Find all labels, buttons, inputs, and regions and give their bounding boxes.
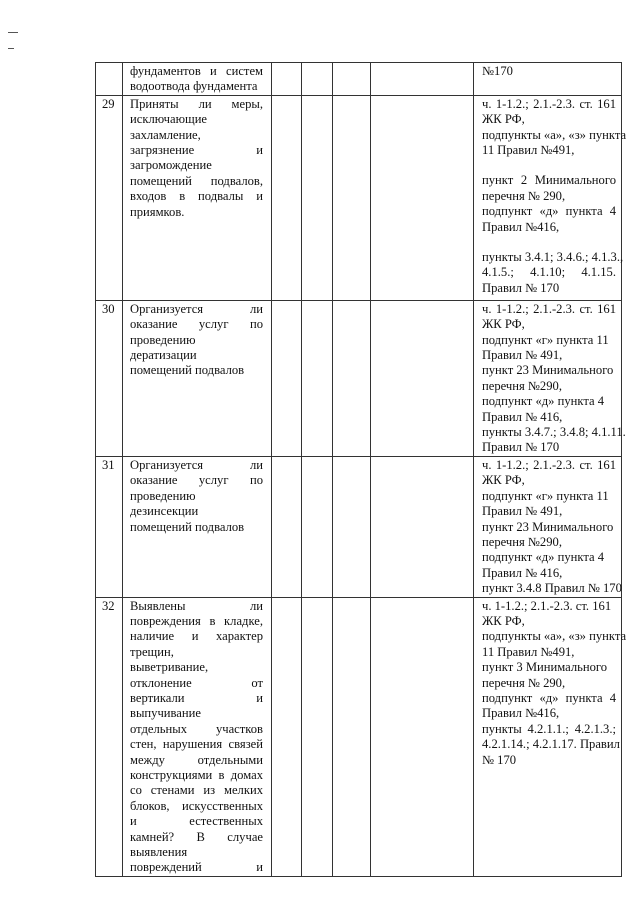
reference-text-line: пункт 23 Минимального	[482, 519, 614, 534]
legal-reference-cell	[474, 300, 626, 456]
question-text-line: и естественных	[130, 814, 263, 829]
question-text-line: стен, нарушения связей	[130, 737, 263, 752]
question-text-line: помещений подвалов	[130, 363, 245, 378]
question-text-line: помещений подвалов,	[130, 173, 263, 188]
not-applicable-cell	[333, 63, 371, 96]
question-text-line: трещин,	[130, 644, 174, 659]
not-applicable-cell	[333, 597, 371, 876]
answer-no-cell	[302, 63, 333, 96]
reference-text-line: перечня № 290,	[482, 675, 566, 690]
reference-text-line: подпункт «д» пункта 4	[482, 394, 605, 409]
question-text-line: исключающие	[130, 112, 208, 127]
notes-cell	[371, 300, 474, 456]
reference-text-line: ЖК РФ,	[482, 317, 525, 332]
question-text-line: приямков.	[130, 204, 185, 219]
question-text-line: дератизации	[130, 348, 197, 363]
not-applicable-cell	[333, 456, 371, 597]
reference-text-line: ч. 1-1.2.; 2.1.-2.3. ст. 161	[482, 457, 616, 472]
reference-text-line: перечня №290,	[482, 534, 562, 549]
question-text-line: дезинсекции	[130, 504, 199, 519]
table-row	[96, 597, 622, 876]
answer-yes-cell	[272, 456, 302, 597]
question-text-line: наличие и характер	[130, 629, 263, 644]
answer-no-cell	[302, 456, 333, 597]
question-text-line: Организуется ли	[130, 457, 263, 472]
row-number-cell: 32	[96, 597, 123, 876]
reference-text-line: подпункт «д» пункта 4	[482, 690, 616, 705]
reference-text-line: 4.1.5.; 4.1.10; 4.1.15.	[482, 265, 616, 280]
reference-text-line: 11 Правил №491,	[482, 644, 575, 659]
reference-text-line: пункты 4.2.1.1.; 4.2.1.3.;	[482, 721, 616, 736]
question-cell	[123, 95, 272, 300]
reference-text-line: перечня № 290,	[482, 188, 566, 203]
legal-reference-cell	[474, 95, 627, 300]
notes-cell	[371, 95, 474, 300]
notes-cell	[371, 597, 474, 876]
table-row	[96, 456, 622, 597]
question-text-line: захламление,	[130, 127, 201, 142]
reference-text-line: ч. 1-1.2.; 2.1.-2.3. ст. 161	[482, 301, 616, 316]
table-row	[96, 95, 622, 300]
reference-text-line: пункты 3.4.1; 3.4.6.; 4.1.3.,	[482, 250, 624, 265]
table-row	[96, 63, 622, 96]
question-cell	[123, 300, 272, 456]
question-text-line: Организуется ли	[130, 301, 263, 316]
reference-text-line: Правил №416,	[482, 219, 560, 234]
not-applicable-cell	[333, 300, 371, 456]
reference-text-line: ч. 1-1.2.; 2.1.-2.3. ст. 161	[482, 96, 616, 111]
reference-text-line: Правил № 170	[482, 440, 560, 455]
row-number-cell	[96, 63, 123, 96]
reference-text-line: Правил № 170	[482, 280, 560, 295]
question-text-line: проведению	[130, 332, 196, 347]
answer-yes-cell	[272, 63, 302, 96]
reference-spacer	[482, 158, 616, 173]
reference-text-line: ЖК РФ,	[482, 473, 525, 488]
notes-cell	[371, 63, 474, 96]
reference-text-line: подпункты «а», «з» пункта	[482, 629, 627, 644]
question-text-line: блоков, искусственных	[130, 798, 263, 813]
reference-text-line: перечня №290,	[482, 378, 562, 393]
reference-text-line: пункт 3 Минимального	[482, 660, 608, 675]
reference-text-line: Правил № 491,	[482, 504, 563, 519]
row-number-cell: 29	[96, 95, 123, 300]
question-text-line: водоотвода фундамента	[130, 79, 258, 94]
reference-text-line: Правил № 416,	[482, 409, 563, 424]
legal-reference-cell	[474, 63, 622, 96]
reference-text-line: подпункт «г» пункта 11	[482, 488, 609, 503]
reference-text-line: пункт 2 Минимального	[482, 173, 616, 188]
row-number-cell: 30	[96, 300, 123, 456]
inspection-checklist-table	[95, 62, 627, 877]
not-applicable-cell	[333, 95, 371, 300]
reference-text-line: №170	[482, 64, 513, 78]
notes-cell	[371, 456, 474, 597]
reference-text-line: пункты 3.4.7.; 3.4.8; 4.1.11.	[482, 425, 626, 440]
row-number-cell: 31	[96, 456, 123, 597]
reference-text-line: Правил № 416,	[482, 565, 563, 580]
question-text-line: загрязнение и	[130, 143, 263, 158]
reference-text-line: № 170	[482, 752, 517, 767]
question-text-line: фундаментов и систем	[130, 64, 263, 78]
reference-text-line: подпункты «а», «з» пункта	[482, 127, 627, 142]
question-text-line: отклонение от	[130, 675, 263, 690]
reference-text-line: пункт 23 Минимального	[482, 363, 614, 378]
scan-mark	[8, 48, 14, 49]
question-text-line: оказание услуг по	[130, 473, 263, 488]
reference-text-line: ЖК РФ,	[482, 112, 525, 127]
reference-text-line: подпункт «г» пункта 11	[482, 332, 609, 347]
question-text-line: помещений подвалов	[130, 519, 245, 534]
question-text-line: вертикали и	[130, 690, 263, 705]
answer-yes-cell	[272, 597, 302, 876]
legal-reference-cell	[474, 597, 627, 876]
reference-text-line: 11 Правил №491,	[482, 143, 575, 158]
question-text-line: конструкциями в домах	[130, 768, 263, 782]
question-text-line: повреждений и	[130, 860, 263, 875]
legal-reference-cell	[474, 456, 622, 597]
scan-mark	[8, 32, 18, 33]
reference-text-line: 4.2.1.14.; 4.2.1.17. Правил	[482, 737, 620, 752]
question-text-line: Приняты ли меры,	[130, 96, 263, 111]
question-text-line: камней? В случае	[130, 829, 263, 844]
reference-text-line: подпункт «д» пункта 4	[482, 550, 605, 565]
answer-yes-cell	[272, 95, 302, 300]
answer-yes-cell	[272, 300, 302, 456]
answer-no-cell	[302, 95, 333, 300]
reference-text-line: Правил №416,	[482, 706, 560, 721]
question-text-line: загромождение	[130, 158, 212, 173]
reference-text-line: ч. 1-1.2.; 2.1.-2.3. ст. 161	[482, 598, 612, 613]
reference-text-line: Правил № 491,	[482, 348, 563, 363]
answer-no-cell	[302, 597, 333, 876]
question-text-line: Выявлены ли	[130, 598, 263, 613]
question-text-line: выявления	[130, 845, 188, 860]
question-text-line: между отдельными	[130, 752, 263, 767]
question-text-line: со стенами из мелких	[130, 783, 263, 798]
question-text-line: проведению	[130, 488, 196, 503]
question-text-line: выпучивание	[130, 706, 201, 721]
reference-spacer	[482, 235, 616, 250]
reference-text-line: подпункт «д» пункта 4	[482, 204, 616, 219]
table-row	[96, 300, 622, 456]
question-text-line: выветривание,	[130, 660, 209, 675]
question-cell	[123, 63, 272, 96]
question-cell	[123, 456, 272, 597]
reference-text-line: ЖК РФ,	[482, 613, 525, 628]
question-text-line: оказание услуг по	[130, 317, 263, 332]
answer-no-cell	[302, 300, 333, 456]
question-cell	[123, 597, 272, 876]
question-text-line: повреждения в кладке,	[130, 613, 263, 628]
question-text-line: отдельных участков	[130, 721, 263, 736]
reference-text-line: пункт 3.4.8 Правил № 170	[482, 581, 622, 596]
question-text-line: входов в подвалы и	[130, 189, 263, 204]
